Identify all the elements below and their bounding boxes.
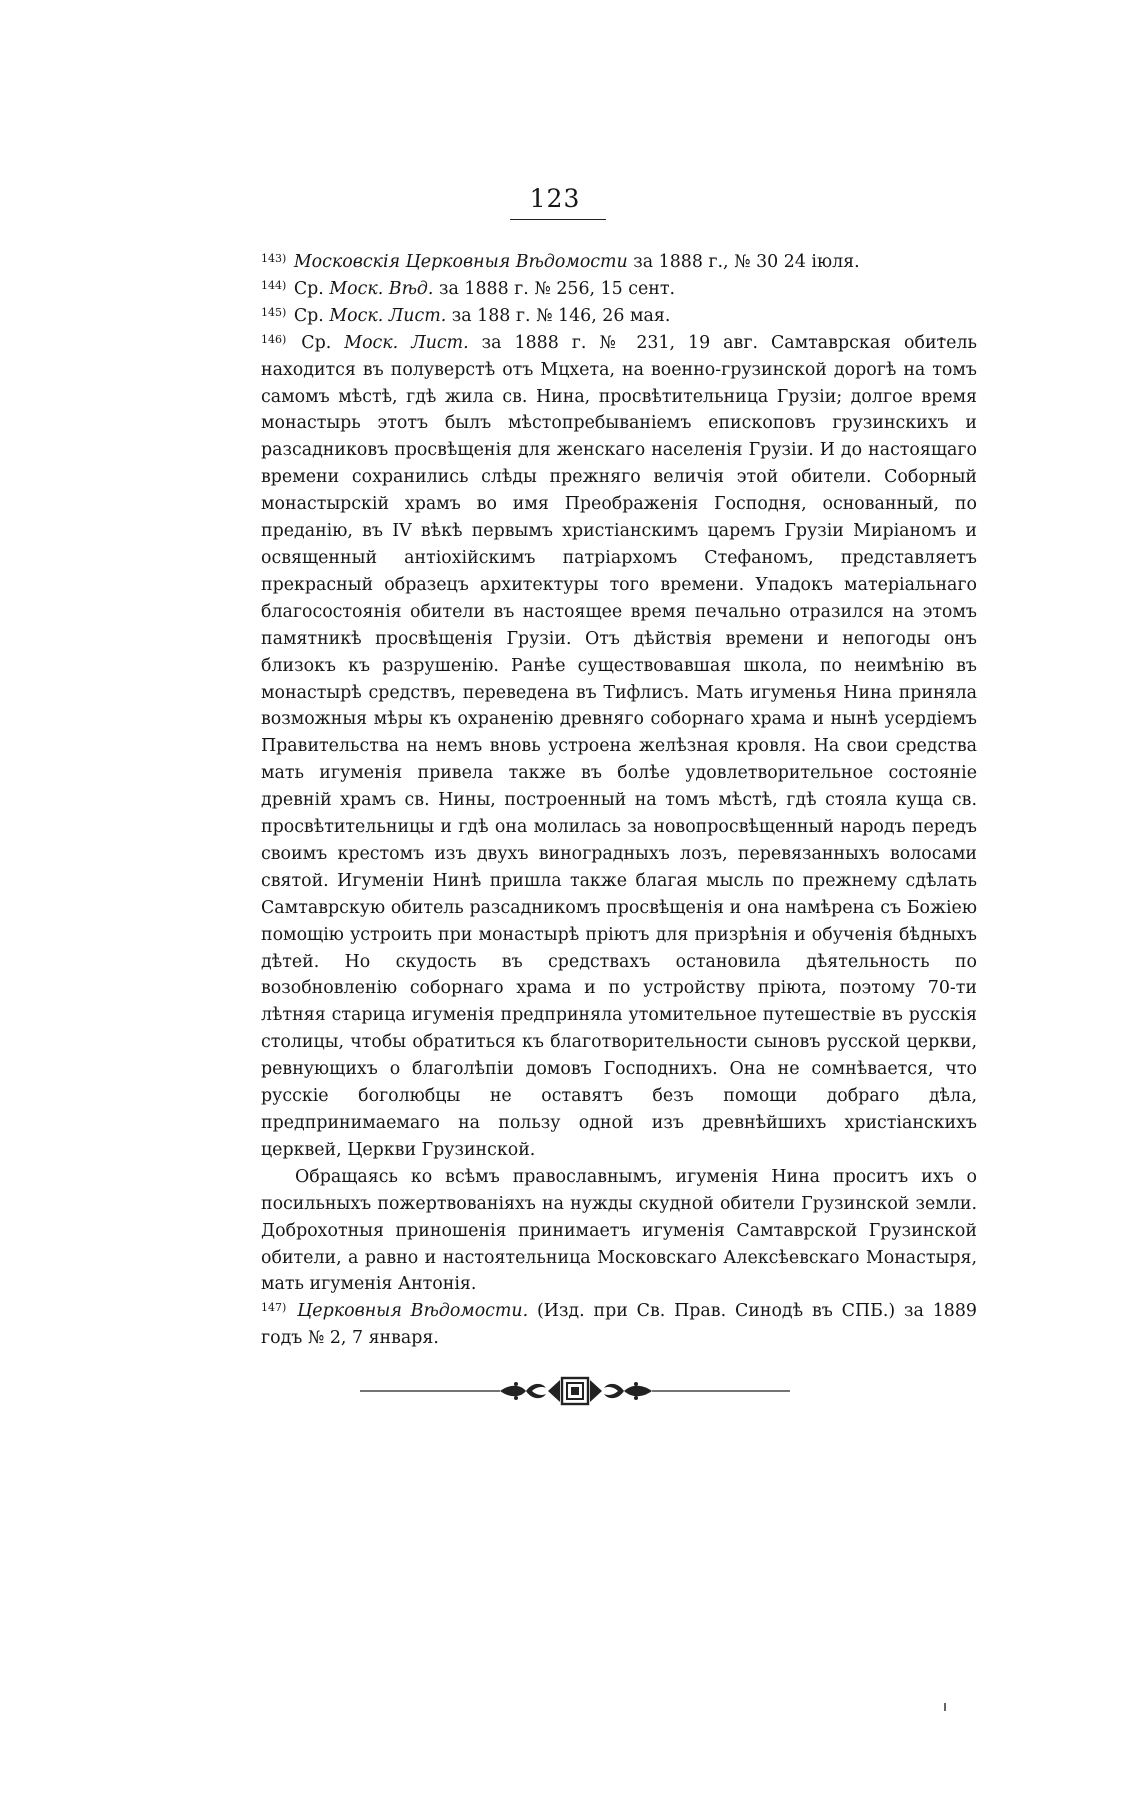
source-details: за 1888 г. № 256, 15 сент. bbox=[433, 278, 675, 299]
footnotes bbox=[261, 249, 977, 1352]
page-number: 123 bbox=[529, 184, 581, 213]
footnote-146 bbox=[261, 330, 977, 1164]
footnote-number: 146) bbox=[261, 332, 287, 346]
footnote-number: 145) bbox=[261, 305, 287, 319]
source-title: Московскія Церковныя Вѣдомости bbox=[293, 252, 628, 272]
footnote-body: за 1888 г. № 231, 19 авг. Самтаврская обитель находится въ полуверстѣ отъ Мцхета, на военно-грузинской дорогѣ на томъ самомъ мѣстѣ, гдѣ жила св. Нина, просвѣтительница Грузіи; долгое время монастырь этотъ былъ мѣстопребываніемъ епископовъ грузинскихъ и разсадниковъ просвѣщенія для женскаго населенія Грузіи. И до настоящаго времени сохранились слѣды прежняго величія этой обители. Соборный монастырскій храмъ во имя Преображенія Господня, основанный, по преданію, въ IV вѣкѣ первымъ христіанскимъ царемъ Грузіи Миріаномъ и освященный антіохійскимъ патріархомъ Стефаномъ, представляетъ прекрасный образецъ архитектуры того времени. Упадокъ матеріальнаго благосостоянія обители въ настоящее время печально отразился на этомъ памятникѣ просвѣщенія Грузіи. Отъ дѣйствія времени и непогоды онъ близокъ къ разрушенію. Ранѣе существовавшая школа, по неимѣнію въ монастырѣ средствъ, переведена въ Тифлисъ. Мать игуменья Нина приняла возможныя мѣры къ охраненію древняго соборнаго храма и нынѣ усердіемъ Правительства на немъ вновь устроена желѣзная кровля. На свои средства мать игуменія привела также въ болѣе удовлетворительное состояніе древній храмъ св. Нины, построенный на томъ мѣстѣ, гдѣ стояла куща св. просвѣтительницы и гдѣ она молилась за новопросвѣщенный народъ передъ своимъ крестомъ изъ двухъ виноградныхъ лозъ, перевязанныхъ волосами святой. Игуменіи Нинѣ пришла также благая мысль по прежнему сдѣлать Самтаврскую обитель разсадникомъ просвѣщенія и она намѣрена съ Божіею помощію устроить при монастырѣ пріютъ для призрѣнія и обученія бѣдныхъ дѣтей. Но скудость въ средствахъ остановила дѣятельность по возобновленію соборнаго храма и по устройству пріюта, поэтому 70-ти лѣтняя старица игуменія предприняла утомительное путешествіе въ русскія столицы, чтобы обратиться къ благотворительности сыновъ русской церкви, ревнующихъ о благолѣпіи домовъ Господнихъ. Она не сомнѣвается, что русскіе боголюбцы не оставятъ безъ помощи добраго дѣла, предпринимаемаго на пользу одной изъ древнѣйшихъ христіанскихъ церквей, Церкви Грузинской. bbox=[261, 332, 977, 1160]
footnote-146-continuation: Обращаясь ко всѣмъ православнымъ, игуменія Нина проситъ ихъ о посильныхъ пожертвованіяхъ на нужды скудной обители Грузинской земли. Доброхотныя приношенія принимаетъ игуменія Самтаврской Грузинской обители, а равно и настоятельница Московскаго Алексѣевскаго Монастыря, мать игуменія Антонія. bbox=[261, 1166, 977, 1295]
compare-prefix: Ср. bbox=[293, 278, 330, 299]
footnote-144 bbox=[261, 276, 977, 303]
compare-prefix: Ср. bbox=[293, 305, 330, 326]
footnote-145 bbox=[261, 303, 977, 330]
page-number-rule bbox=[510, 219, 606, 220]
footnote-number: 143) bbox=[261, 252, 287, 265]
footnote-147 bbox=[261, 1298, 977, 1352]
footnote-number: 144) bbox=[261, 278, 287, 292]
source-details: за 1888 г., № 30 24 іюля. bbox=[627, 252, 860, 272]
source-title: Церковныя Вѣдомости. bbox=[297, 1301, 529, 1322]
source-title: Моск. Вѣд. bbox=[329, 278, 434, 299]
decorative-ornament-divider bbox=[360, 1374, 790, 1408]
print-speck bbox=[944, 1703, 946, 1711]
compare-prefix: Ср. bbox=[301, 332, 345, 353]
footnote-143 bbox=[261, 249, 977, 276]
footnote-number: 147) bbox=[261, 1301, 287, 1315]
source-details: (Изд. при Св. Прав. Синодѣ въ СПБ.) за 1889 годъ № 2, 7 января. bbox=[261, 1301, 977, 1349]
source-details: за 188 г. № 146, 26 мая. bbox=[446, 305, 671, 326]
source-title: Моск. Лист. bbox=[344, 332, 469, 353]
source-title: Моск. Лист. bbox=[329, 305, 447, 326]
